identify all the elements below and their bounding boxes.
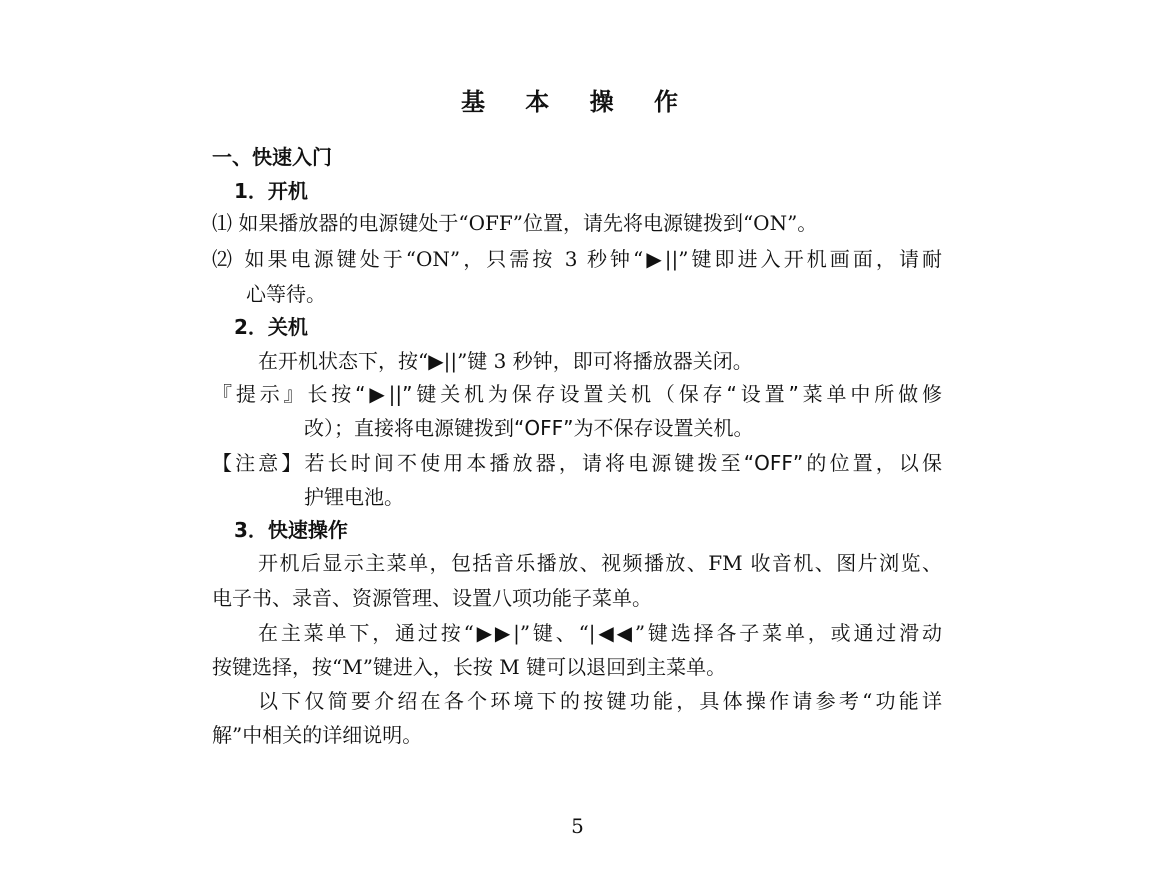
para-2-line-2: 按键选择，按“M”键进入，长按 M 键可以退回到主菜单。: [212, 655, 727, 679]
item-2-line-2: 心等待。: [246, 282, 326, 306]
notice-line-2: 护锂电池。: [304, 485, 404, 509]
tip-line-1: 『提示』长按“▶||”键关机为保存设置关机（保存“设置”菜单中所做修: [212, 382, 942, 406]
item-2-line-1: ⑵ 如果电源键处于“ON”，只需按 3 秒钟“▶||”键即进入开机画面，请耐: [212, 247, 942, 271]
section-heading-quick-start: 一、快速入门: [212, 145, 332, 169]
power-off-text: 在开机状态下，按“▶||”键 3 秒钟，即可将播放器关闭。: [258, 349, 753, 373]
para-3-line-2: 解”中相关的详细说明。: [212, 723, 423, 747]
subheading-power-off: 2．关机: [234, 315, 308, 339]
para-1-line-2: 电子书、录音、资源管理、设置八项功能子菜单。: [212, 586, 652, 610]
para-3-line-1: 以下仅简要介绍在各个环境下的按键功能，具体操作请参考“功能详: [258, 689, 942, 713]
tip-line-2: 改）；直接将电源键拨到“OFF”为不保存设置关机。: [304, 416, 754, 440]
page-number: 5: [571, 814, 584, 838]
item-1: ⑴ 如果播放器的电源键处于“OFF”位置，请先将电源键拨到“ON”。: [212, 211, 818, 235]
subheading-quick-operation: 3．快速操作: [234, 518, 348, 542]
subheading-power-on: 1．开机: [234, 179, 308, 203]
para-2-line-1: 在主菜单下，通过按“▶▶|”键、“|◀◀”键选择各子菜单，或通过滑动: [258, 621, 942, 645]
para-1-line-1: 开机后显示主菜单，包括音乐播放、视频播放、FM 收音机、图片浏览、: [258, 551, 942, 575]
notice-line-1: 【注意】若长时间不使用本播放器，请将电源键拨至“OFF”的位置，以保: [212, 451, 942, 475]
page-title: 基 本 操 作: [460, 88, 695, 116]
